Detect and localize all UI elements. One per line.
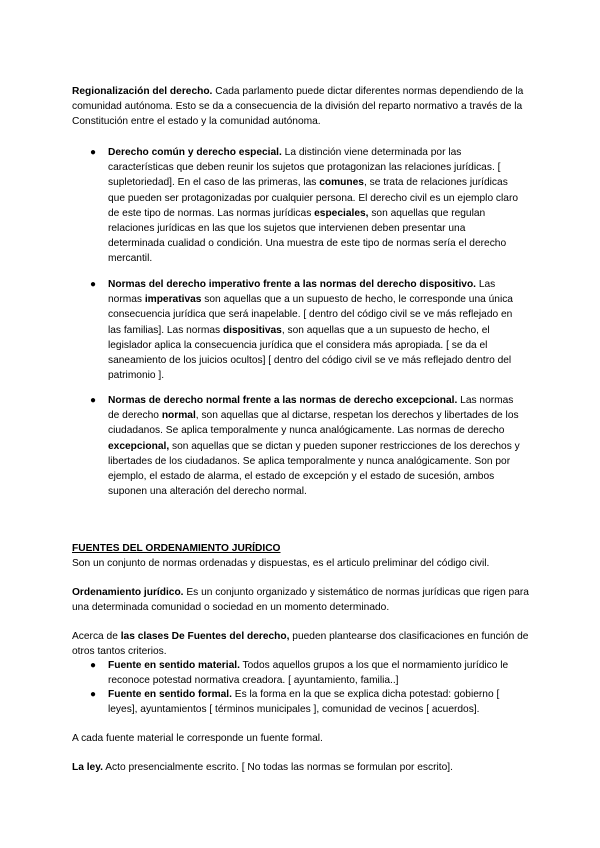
bullet-text: son aquellas que regulan relaciones jurídicas en las que los sujetos que intervienen deben presentar una determinada cualidad o condición. Una muestra de este tipo de normas sería el derecho mercantil. <box>108 207 507 265</box>
correspondence-sentence: A cada fuente material le corresponde un fuente formal. <box>72 733 323 744</box>
bullet-derecho-normal <box>108 393 523 499</box>
bullet-emphasis: comunes <box>319 177 364 189</box>
bullet-emphasis: dispositivas <box>222 324 282 336</box>
bullet-emphasis: imperativas <box>144 294 202 306</box>
ley-title: La ley. <box>72 762 103 773</box>
clases-bold: las clases De Fuentes del derecho, <box>120 631 290 642</box>
bullet-text: Las normas de derecho <box>108 395 514 422</box>
bullet-title: Normas de derecho normal frente a las normas de derecho excepcional. <box>108 395 458 406</box>
ordenamiento-text: Es un conjunto organizado y sistemático de normas jurídicas que rigen para una determinada comunidad o sociedad en un momento determinado. <box>72 587 529 614</box>
bullet-text: Todos aquellos grupos a los que el normamiento jurídico le reconoce potestad normativa creadora. [ ayuntamiento, familia..] <box>108 660 509 687</box>
bullet-marker: ● <box>90 660 97 671</box>
section-heading: FUENTES DEL ORDENAMIENTO JURÍDICO <box>72 543 281 554</box>
ley-paragraph <box>72 760 542 775</box>
ordenamiento-paragraph <box>72 585 542 615</box>
bullet-title: Derecho común y derecho especial. <box>108 147 282 158</box>
bullet-fuente-formal <box>108 687 523 717</box>
ordenamiento-title: Ordenamiento jurídico. <box>72 587 184 598</box>
fuentes-intro: Son un conjunto de normas ordenadas y dispuestas, es el articulo preliminar del código civil. <box>72 558 490 569</box>
bullet-title: Normas del derecho imperativo frente a las normas del derecho dispositivo. <box>108 279 476 290</box>
bullet-marker: ● <box>90 147 97 158</box>
bullet-marker: ● <box>90 279 97 290</box>
fuentes-heading <box>72 541 542 556</box>
bullet-emphasis: especiales, <box>314 207 369 219</box>
bullet-fuente-material <box>108 658 523 688</box>
bullet-text: , son aquellas que a un supuesto de hecho, el legislador aplica la consecuencia jurídica que el considera más apropiada. [ se da el saneamiento de los juicios ocultos] [ dentro del código civil se ve más reflejado dentro del patrimonio ]. <box>108 324 512 382</box>
bullet-derecho-comun <box>108 145 523 267</box>
bullet-text: Es la forma en la que se explica dicha potestad: gobierno [ leyes], ayuntamientos [ términos municipales ], comunidad de vecinos [ acuerdos]. <box>108 689 500 716</box>
bullet-text: , se trata de relaciones jurídicas que pueden ser protagonizadas por cualquier persona. El derecho civil es un ejemplo claro de este tipo de normas. Las normas jurídicas <box>108 177 519 219</box>
bullet-marker: ● <box>90 395 97 406</box>
bullet-text: La distinción viene determinada por las características que deben reunir los sujetos que protagonizan las relaciones jurídicas. [ supletoriedad]. En el caso de las primeras, las <box>108 147 501 189</box>
bullet-title: Fuente en sentido material. <box>108 660 240 671</box>
bullet-emphasis: normal <box>161 410 196 422</box>
clases-post: pueden plantearse dos clasificaciones en función de otros tantos criterios. <box>72 631 529 658</box>
bullet-marker: ● <box>90 689 97 700</box>
bullet-derecho-imperativo <box>108 277 523 383</box>
bullet-text: Las normas <box>108 279 496 306</box>
regionalizacion-title: Regionalización del derecho. <box>72 86 213 97</box>
bullet-text: son aquellas que a un supuesto de hecho, le corresponde una única consecuencia jurídica que será inapelable. [ dentro del código civil se ve más reflejado en las familias]. Las normas <box>108 294 513 336</box>
clases-paragraph <box>72 629 542 659</box>
clases-pre: Acerca de <box>72 631 121 642</box>
bullet-title: Fuente en sentido formal. <box>108 689 232 700</box>
regionalizacion-text: Cada parlamento puede dictar diferentes normas dependiendo de la comunidad autónoma. Esto se da a consecuencia de la división del reparto normativo a través de la Constitución entre el estado y la comunidad autónoma. <box>72 86 524 128</box>
regionalizacion-paragraph <box>72 84 542 130</box>
bullet-text: , son aquellas que al dictarse, respetan los derechos y libertades de los ciudadanos. Se aplica temporalmente y nunca analógicamente. Las normas de derecho <box>108 410 519 437</box>
bullet-emphasis: excepcional, <box>108 440 170 452</box>
bullet-text: son aquellas que se dictan y pueden suponer restricciones de los derechos y libertades de los ciudadanos. Se aplica temporalmente y nunca analógicamente. Son por ejemplo, el estado de alarma, el estado de excepción y el estado de sucesión, ambos suponen una alteración del derecho normal. <box>108 440 520 498</box>
ley-text: Acto presencialmente escrito. [ No todas las normas se formulan por escrito]. <box>102 762 453 773</box>
